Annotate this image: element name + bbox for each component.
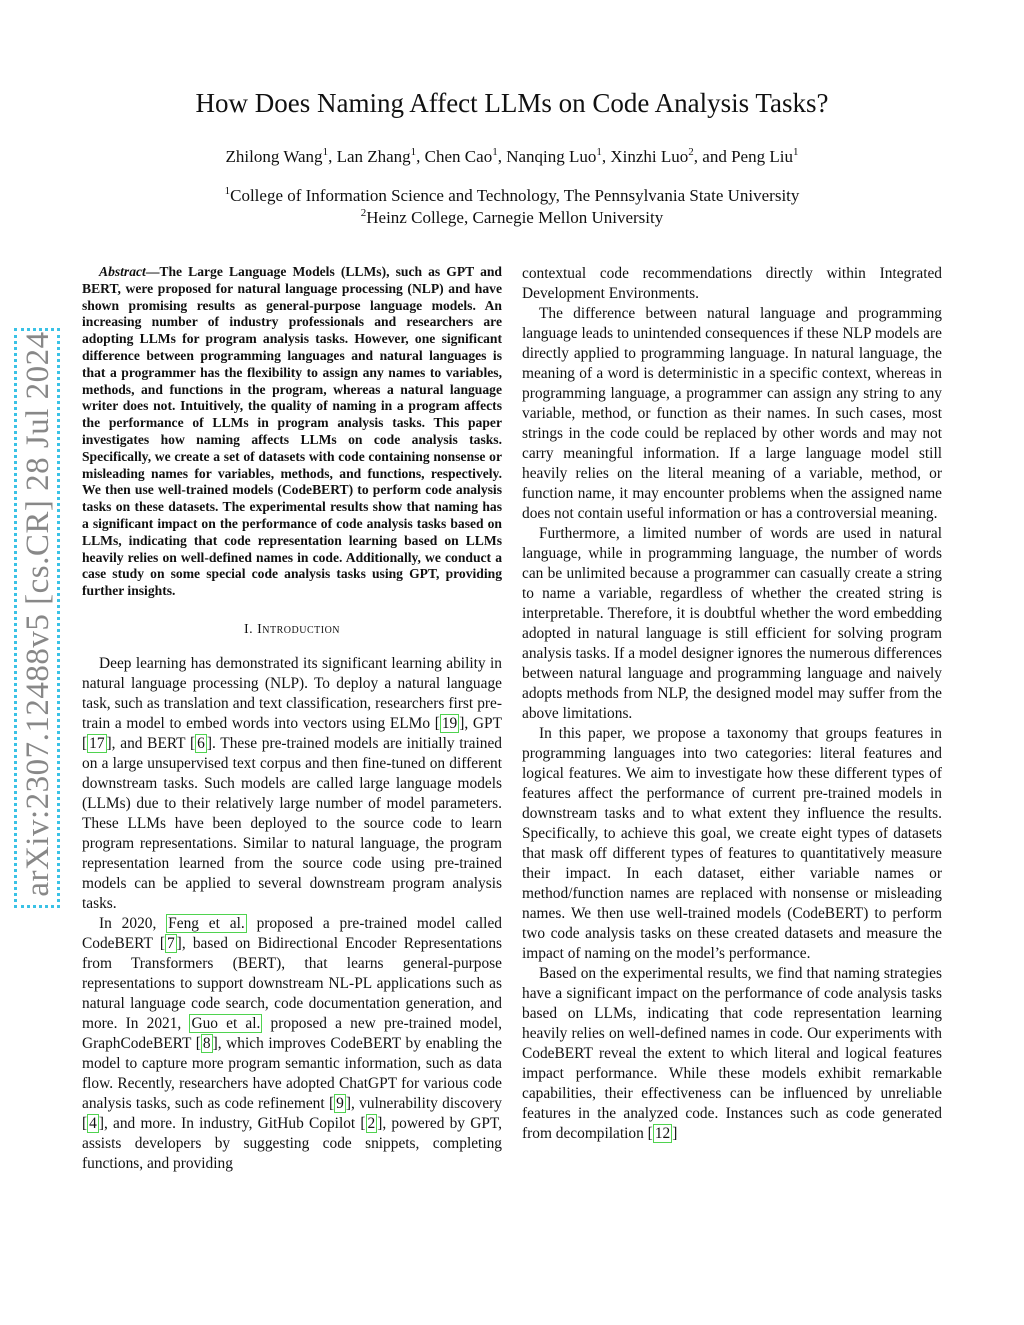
affiliations [0,185,1024,229]
intro-paragraph-3: The difference between natural language and programming language leads to unintended consequences if these NLP models are directly applied to programming language. In natural language, the meaning of a word is deterministic in a specific context, whereas in programming language, a programmer can assign any string to any variable, method, or function as their names. In such cases, most strings in the code could be replaced by other words and may not carry meaningful information. If a large language model still heavily relies on the literal meaning of a variable, method, or function name, it may encounter problems when the assigned name does not contain useful information or has a controversial meaning. [522,305,942,522]
intro-paragraph-5: In this paper, we propose a taxonomy that groups features in programming languages into two categories: literal features and logical features. We aim to investigate how these different types of features affect the performance of current pre-trained models in downstream tasks and to what extent they influence the results. Specifically, to achieve this goal, we create eight types of datasets that mask off different types of features to quantitatively measure their impact. In each dataset, either variable names or method/function names are replaced with nonsense or misleading names. We then use well-trained models (CodeBERT) to perform two code analysis tasks on these created datasets and measure the impact of naming on the model’s performance. [522,725,942,962]
paper-title: How Does Naming Affect LLMs on Code Analysis Tasks? [195,88,829,118]
affiliation: $^2$Heinz College, Carnegie Mellon University [360,207,664,227]
author: Nanqing Luo$^1$ [506,146,602,166]
author: Zhilong Wang$^1$ [225,146,329,166]
citation-link[interactable]: 17 [89,734,105,752]
right-column [522,264,942,1144]
intro-paragraph-2: In 2020, Feng et al. proposed a pre-trained model called CodeBERT [ 7 ], based on Bidirectional Encoder Representations from Transformers (BERT), that learns general-purpose representations to support downstream NL-PL applications such as natural language code search, code documentation generation, and more. In 2021, Guo et al. proposed a new pre-trained model, GraphCodeBERT [ 8 ], which improves CodeBERT by enabling the model to capture more program semantic information, such as data flow. Recently, researchers have adopted ChatGPT for various code analysis tasks, such as code refinement [ 9 ], vulnerability discovery [ 4 ], and more. In industry, GitHub Copilot [ 2 ], powered by GPT, assists developers by suggesting code snippets, completing functions, and providing [82,914,503,1172]
author: Peng Liu$^1$ [731,146,799,166]
author-citation-link[interactable]: Feng et al. [168,914,245,932]
left-column [82,264,502,1174]
citation-link[interactable]: 4 [89,1114,97,1132]
abstract [82,264,502,600]
arxiv-identifier: arXiv:2307.12488v5 [cs.CR] 28 Jul 2024 [20,331,56,897]
citation-link[interactable]: 7 [166,934,175,952]
author-list: Zhilong Wang$^1$, Lan Zhang$^1$, Chen Cao$^1$, Nanqing Luo$^1$, Xinzhi Luo$^2$, and Peng Liu$^1$ [225,146,799,166]
intro-paragraph-continued: contextual code recommendations directly within Integrated Development Environments. [522,265,942,302]
intro-paragraph-1: Deep learning has demonstrated its significant learning ability in natural language processing (NLP). To deploy a natural language task, such as translation and text classification, researchers first pre-train a model to embed words into vectors using ELMo [ 19 ], GPT [ 17 ], and BERT [ 6 ]. These pre-trained models are initially trained on a large unsupervised text corpus and then fine-tuned on different downstream tasks. Such models are called large language models (LLMs) due to their relatively large number of model parameters. These LLMs have been deployed to the source code to learn program representations. Similar to natural language, the program representation learned from the source code using pre-trained models can be applied to several downstream program analysis tasks. [82,654,502,912]
citation-link[interactable]: 12 [654,1125,671,1142]
author: Xinzhi Luo$^2$ [610,146,694,166]
author-citation-link[interactable]: Guo et al. [191,1014,261,1032]
intro-paragraph-6: Based on the experimental results, we find that naming strategies have a significant impact on the performance of code analysis tasks based on LLMs, indicating that code representation learning heavily relies on well-defined names in code. Our experiments with CodeBERT reveal the extent to which literal and logical features impact performance. While these models exhibit remarkable capabilities, their effectiveness can be influenced by unreliable features in the analyzed code. Instances such as code generated from decompilation [ 12 ] [522,965,942,1142]
citation-link[interactable]: 8 [202,1034,211,1052]
citation-link[interactable]: 2 [367,1114,376,1132]
affiliation: $^1$College of Information Science and Technology, The Pennsylvania State University [224,185,800,205]
author: Lan Zhang$^1$ [336,146,417,166]
citation-link[interactable]: 19 [441,714,458,732]
citation-link[interactable]: 9 [336,1094,344,1112]
citation-link[interactable]: 6 [197,734,205,752]
author: Chen Cao$^1$ [424,146,498,166]
abstract-text: —The Large Language Models (LLMs), such as GPT and BERT, were proposed for natural language processing (NLP) and have shown promising results as general-purpose language models. An increasing number of industry professionals and researchers are adopting LLMs for program analysis tasks. However, one significant difference between programming languages and natural languages is that a programmer has the flexibility to assign any names to variables, methods, and functions in the program, whereas a natural language writer does not. Intuitively, the quality of naming in a program affects the performance of LLMs in program analysis tasks. This paper investigates how naming affects LLMs on code analysis tasks. Specifically, we create a set of datasets with code containing nonsense or misleading names for variables, methods, and functions, respectively. We then use well-trained models (CodeBERT) to perform code analysis tasks on these datasets. The experimental results show that naming has a significant impact on the performance of code analysis tasks based on LLMs, indicating that code representation learning based on LLMs heavily relies on well-defined names in code. Additionally, we conduct a case study on some special code analysis tasks using GPT, providing further insights. [82,264,502,599]
section-heading-introduction: I. Introduction [243,621,341,637]
abstract-label: Abstract [99,264,146,279]
intro-paragraph-4: Furthermore, a limited number of words are used in natural language, while in programming language, the number of words can be unlimited because a programmer can casually create a string to name a variable, regardless of whether the created string is interpretable. Therefore, it is doubtful whether the word embedding adopted in natural language is still efficient for solving program analysis tasks. If a model designer ignores the numerous differences between natural language and programming language and naively adopts methods from NLP, the designed model may suffer from the above limitations. [522,525,942,722]
